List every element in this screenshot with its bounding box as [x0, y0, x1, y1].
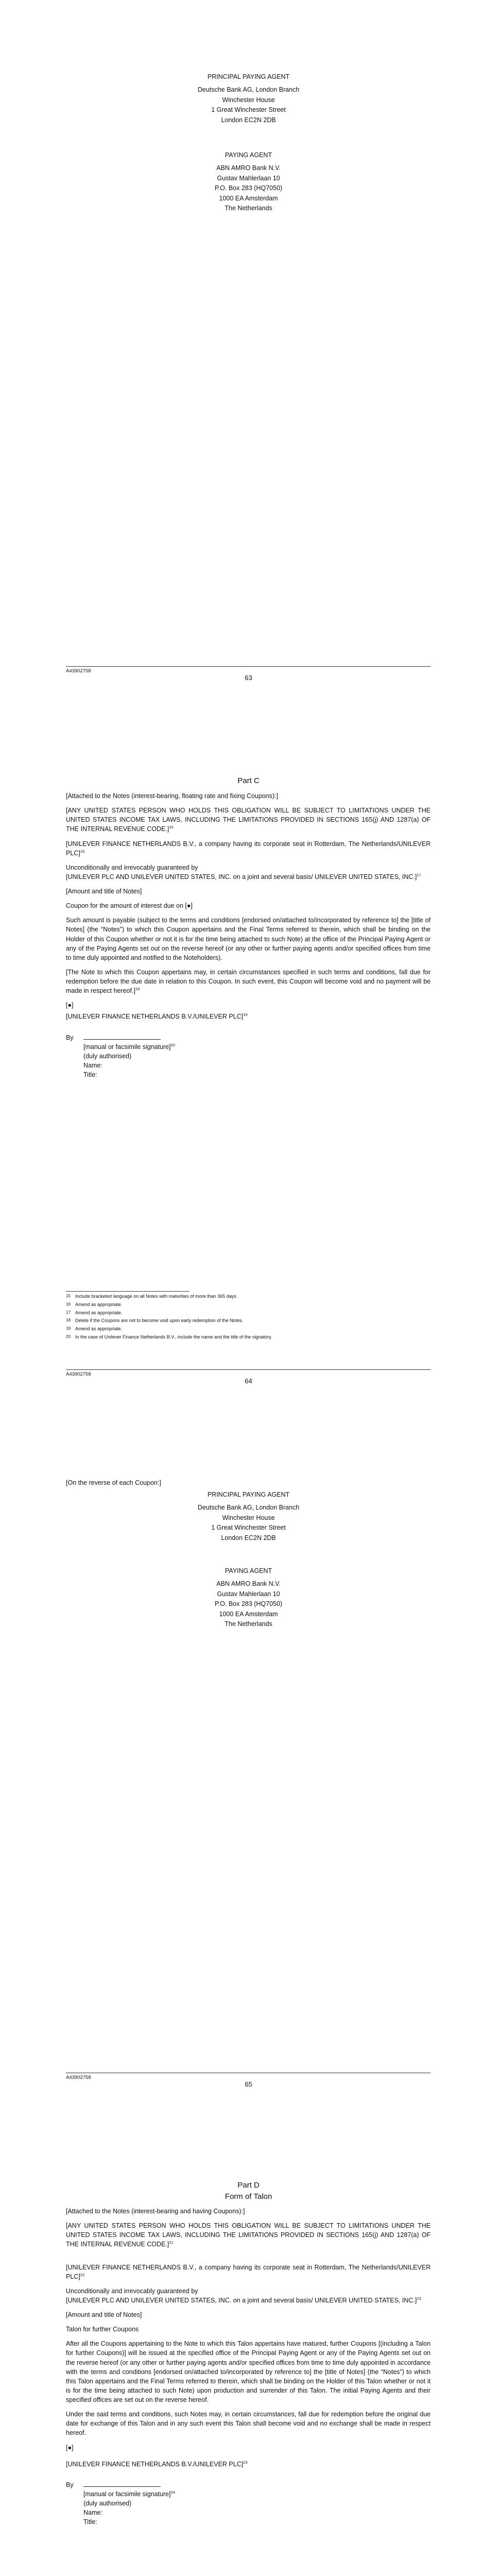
principal-agent-line: 1 Great Winchester Street: [211, 1524, 286, 1532]
part-heading: Part D: [237, 2181, 260, 2190]
coupon-line: Coupon for the amount of interest due on [●]: [66, 902, 193, 910]
paying-agent-line: Gustav Mahlerlaan 10: [217, 1590, 280, 1598]
part-heading: Part C: [237, 776, 260, 785]
guarantor-text: [UNILEVER PLC AND UNILEVER UNITED STATES, INC. on a joint and several basis/ UNILEVER UNITED STATES, INC.]: [66, 873, 417, 880]
tax-legend: [66, 806, 431, 834]
signature-authorised: (duly authorised): [83, 1052, 132, 1060]
paying-agent-line: The Netherlands: [225, 204, 272, 212]
page-66: [0, 2110, 497, 2576]
paying-agent-block: [0, 1566, 497, 1629]
footnote-text: Amend as appropriate.: [75, 1301, 123, 1307]
document-reference: A43902758: [66, 668, 91, 674]
void-paragraph: [66, 968, 431, 995]
page-rule: [66, 666, 431, 667]
paying-agent-block: [0, 150, 497, 213]
principal-agent-line: Winchester House: [222, 96, 275, 104]
guarantee-label: Unconditionally and irrevocably guaranteed by: [66, 2287, 198, 2295]
footnote-text: Include bracketed language on all Notes with maturities of more than 365 days.: [75, 1294, 238, 1299]
signatory-line: [66, 2460, 431, 2469]
attached-note: [Attached to the Notes (interest-bearing, floating rate and fixing Coupons):]: [66, 792, 279, 800]
paying-agent-line: The Netherlands: [225, 1620, 272, 1628]
tax-legend: [66, 2221, 431, 2249]
signature-manual: [83, 1042, 175, 1052]
page-63: [0, 0, 497, 703]
footnote-ref: 23: [243, 2460, 248, 2465]
paying-agent-title: PAYING AGENT: [225, 151, 272, 159]
part-heading-block: [0, 2180, 497, 2202]
paying-agent-line: Gustav Mahlerlaan 10: [217, 174, 280, 182]
principal-paying-agent-block: [0, 72, 497, 125]
void-text: [The Note to which this Coupon appertains may, in certain circumstances specified in such terms and conditions, fall due for redemption before the due date in relation to this Coupon. In such event, this Coupon will become void and no payment will be made in respect hereof.]: [66, 968, 431, 995]
page-number: 65: [245, 2080, 252, 2088]
paying-agent-title: PAYING AGENT: [225, 1567, 272, 1574]
signature-name: Name:: [83, 1061, 102, 1069]
redemption-paragraph: Under the said terms and conditions, such Notes may, in certain circumstances, fall due for redemption before the original due date for exchange of this Talon and in any such event this Talon shall become void and no exchange shall be made in respect hereof.: [66, 2411, 431, 2437]
by-label: By: [66, 1033, 74, 1041]
footnote: [66, 1325, 431, 1333]
signature-name: Name:: [83, 2509, 102, 2517]
signature-title: Title:: [83, 1071, 97, 1078]
principal-agent-title: PRINCIPAL PAYING AGENT: [207, 73, 290, 80]
paying-agent-line: ABN AMRO Bank N.V.: [216, 164, 281, 172]
paying-agent-line: 1000 EA Amsterdam: [219, 1610, 278, 1618]
guarantee-block: [66, 863, 431, 882]
principal-agent-line: London EC2N 2DB: [221, 116, 276, 124]
signature-manual-text: [manual or facsimile signature]: [83, 2490, 171, 2498]
page-rule: [66, 1369, 431, 1370]
page-number: 63: [245, 674, 252, 682]
footnote-number: 16: [66, 1301, 71, 1307]
amount-title: [Amount and title of Notes]: [66, 888, 142, 895]
page-64: [0, 703, 497, 1406]
footnote-number: 15: [66, 1294, 71, 1298]
issuer-text: [UNILEVER FINANCE NETHERLANDS B.V., a company having its corporate seat in Rotterdam, The Netherlands/UNILEVER PLC]: [66, 2263, 431, 2280]
footnote-number: 19: [66, 1326, 71, 1331]
page-number: 64: [245, 1377, 252, 1385]
footnote-ref: 17: [417, 872, 421, 877]
signature-lines: [83, 2480, 175, 2527]
footnote-ref: 18: [135, 986, 140, 991]
signature-rule: [83, 2486, 161, 2487]
issuer-line: [66, 2263, 431, 2281]
principal-agent-line: 1 Great Winchester Street: [211, 106, 286, 114]
footnote-text: Amend as appropriate.: [75, 1310, 123, 1315]
principal-paying-agent-block: [0, 1490, 497, 1543]
paying-agent-line: P.O. Box 283 (HQ7050): [214, 184, 283, 192]
coupon-body: [66, 791, 431, 1079]
signature-block: [66, 1033, 431, 1080]
footnote-ref: 22: [80, 2272, 85, 2277]
signatory-text: [UNILEVER FINANCE NETHERLANDS B.V./UNILEVER PLC]: [66, 1013, 244, 1021]
footnote-number: 17: [66, 1310, 71, 1315]
page-65: [0, 1406, 497, 2110]
footnote-ref: 20: [170, 1042, 175, 1047]
footnote-text: Amend as appropriate.: [75, 1326, 123, 1331]
footnote: [66, 1317, 431, 1325]
signature-block: [66, 2480, 431, 2527]
principal-agent-line: Winchester House: [222, 1514, 275, 1521]
footnote-ref: 21: [169, 2240, 174, 2245]
footnote: [66, 1333, 431, 1342]
signature-manual: [83, 2489, 175, 2499]
footnote-number: 18: [66, 1318, 71, 1323]
principal-agent-line: Deutsche Bank AG, London Branch: [197, 1504, 300, 1512]
signature-rule: [83, 1039, 161, 1040]
paying-agent-line: ABN AMRO Bank N.V.: [216, 1580, 281, 1588]
footnote-ref: 23: [417, 2296, 421, 2301]
signature-manual-text: [manual or facsimile signature]: [83, 1043, 171, 1050]
reverse-label: [On the reverse of each Coupon:]: [66, 1479, 161, 1486]
footnote-ref: 16: [80, 849, 85, 854]
document-reference: A43902758: [66, 2075, 91, 2080]
document-reference: A43902758: [66, 1371, 91, 1377]
guarantor-text: [UNILEVER PLC AND UNILEVER UNITED STATES, INC. on a joint and several basis/ UNILEVER UNITED STATES, INC.]: [66, 2296, 417, 2304]
footnotes: [66, 1293, 431, 1342]
footnote-ref: 15: [169, 825, 174, 830]
footnote-text: Delete if the Coupons are not to become void upon early redemption of the Notes.: [75, 1318, 244, 1324]
tax-legend-text: [ANY UNITED STATES PERSON WHO HOLDS THIS OBLIGATION WILL BE SUBJECT TO LIMITATIONS UNDER THE UNITED STATES INCOME TAX LAWS, INCLUDING THE LIMITATIONS PROVIDED IN SECTIONS 165(j) AND 1287(a) OF THE INTERNAL REVENUE CODE.]: [66, 2222, 431, 2248]
amount-title: [Amount and title of Notes]: [66, 2311, 142, 2318]
footnote-ref: 19: [243, 1012, 248, 1018]
signatory-line: [66, 1012, 431, 1021]
talon-paragraph: After all the Coupons appertaining to the Note to which this Talon appertains have matured, further Coupons [(including a Talon for further Coupons)] will be issued at the specified office of the Principal Paying Agent or any of the Paying Agents set out on the reverse hereof (or any other or further paying agents and/or specified offices from time to time duly appointed in accordance with the terms and conditions [endorsed on/attached to/incorporated by reference to] the [title of Notes] (the “Notes”) to which this Talon appertains and the Final Terms referred to therein, which shall be binding on the Holder of this Talon whether or not it is for the time being attached to such Note) upon production and surrender of this Talon. The initial Paying Agents and their specified offices are set out on the reverse hereof.: [66, 2340, 431, 2403]
footnote: [66, 1301, 431, 1309]
tax-legend-text: [ANY UNITED STATES PERSON WHO HOLDS THIS OBLIGATION WILL BE SUBJECT TO LIMITATIONS UNDER THE UNITED STATES INCOME TAX LAWS, INCLUDING THE LIMITATIONS PROVIDED IN SECTIONS 165(j) AND 1287(a) OF THE INTERNAL REVENUE CODE.]: [66, 807, 431, 833]
principal-agent-title: PRINCIPAL PAYING AGENT: [207, 1491, 290, 1498]
footnote: [66, 1293, 431, 1301]
footnote: [66, 1309, 431, 1317]
footnote-rule: [66, 1291, 190, 1292]
principal-agent-line: Deutsche Bank AG, London Branch: [197, 86, 300, 94]
footnote-text: In the case of Unilever Finance Netherlands B.V., include the name and the title of the signatory.: [75, 1334, 272, 1340]
attached-note: [Attached to the Notes (interest-bearing and having Coupons):]: [66, 2208, 245, 2215]
footnote-ref: 24: [170, 2489, 175, 2495]
signature-lines: [83, 1033, 175, 1080]
paying-agent-line: 1000 EA Amsterdam: [219, 194, 278, 202]
talon-title: Talon for further Coupons: [66, 2326, 139, 2333]
talon-body: [66, 2207, 431, 2527]
signature-authorised: (duly authorised): [83, 2500, 132, 2507]
footnote-number: 20: [66, 1334, 71, 1339]
form-title: Form of Talon: [225, 2192, 272, 2201]
payable-paragraph: Such amount is payable (subject to the terms and conditions [endorsed on/attached to/incorporated by reference to] the [title of Notes] (the “Notes”) to which this Coupon appertains and the Final Terms referred to therein, which shall be binding on the Holder of this Coupon whether or not it is for the time being attached to such Note) at the office of the Principal Paying Agent or any of the Paying Agents set out on the reverse hereof (or any other or further paying agents and/or specified offices from time to time duly appointed and notified to the Noteholders).: [66, 917, 431, 961]
bullet-placeholder: [●]: [66, 2444, 74, 2451]
by-label: By: [66, 2481, 74, 2488]
guarantee-block: [66, 2286, 431, 2305]
issuer-line: [66, 839, 431, 858]
principal-agent-line: London EC2N 2DB: [221, 1534, 276, 1541]
guarantee-label: Unconditionally and irrevocably guaranteed by: [66, 863, 198, 871]
paying-agent-line: P.O. Box 283 (HQ7050): [214, 1600, 283, 1608]
signatory-text: [UNILEVER FINANCE NETHERLANDS B.V./UNILEVER PLC]: [66, 2460, 244, 2468]
bullet-placeholder: [●]: [66, 1002, 74, 1009]
signature-title: Title:: [83, 2518, 97, 2526]
issuer-text: [UNILEVER FINANCE NETHERLANDS B.V., a company having its corporate seat in Rotterdam, The Netherlands/UNILEVER PLC]: [66, 840, 431, 857]
